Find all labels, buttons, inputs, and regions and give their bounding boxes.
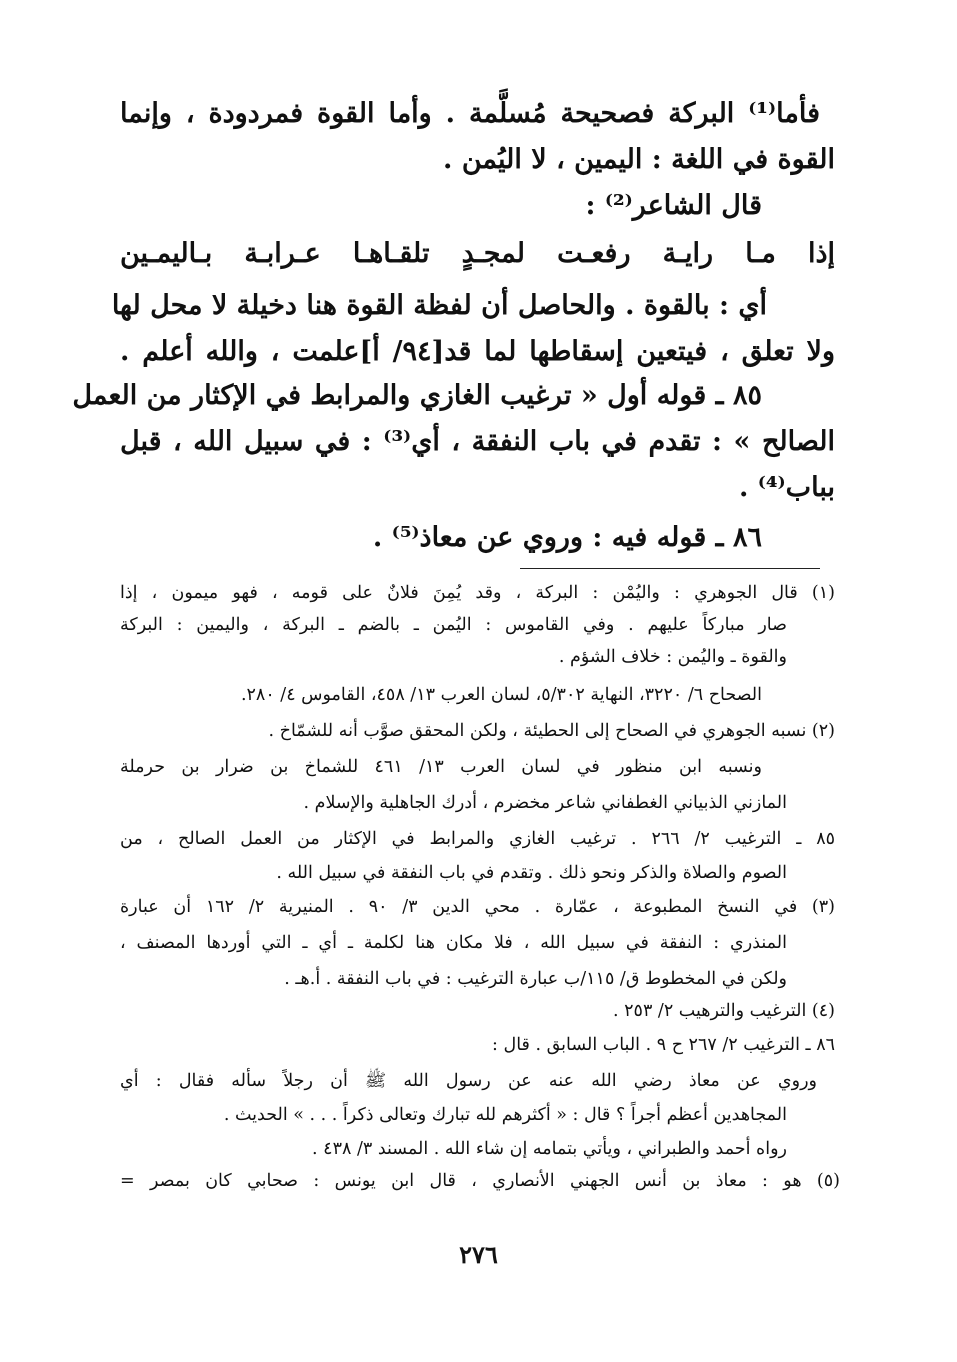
main-text-line: فأما⁽¹⁾ البركة فصحيحة مُسلَّمة . وأما القوة فمردودة ، وإنما <box>120 98 820 129</box>
footnote-line: والقوة ـ واليُمن : خلاف الشؤم . <box>558 647 787 667</box>
footnote-line: المنذري : النفقة في سبيل الله ، فلا مكان هنا لكلمة ـ أي ـ التي أوردها المصنف ، <box>120 933 787 953</box>
page-number: ٢٧٦ <box>459 1240 498 1269</box>
footnote-line: ونسبه ابن منظور في لسان العرب ١٣/ ٤٦١ للشماخ بن ضرار بن حرملة <box>120 757 762 777</box>
footnote-line: (٢) نسبه الجوهري في الصحاح إلى الحطيئة ، ولكن المحقق صوَّب أنه للشمّاخ . <box>268 721 835 741</box>
footnote-line: وروي عن معاذ رضي الله عنه عن رسول الله ﷺ أن رجلاً سأله فقال : أي <box>120 1071 817 1091</box>
footnote-line: الصحاح ٦/ ٣٢٢٠، النهاية ٥/٣٠٢، لسان العرب ١٣/ ٤٥٨، القاموس ٤/ ٢٨٠. <box>240 685 762 705</box>
footnote-line: (٥) هو : معاذ بن أنس الجهني الأنصاري ، قال ابن يونس : صحابي كان بمصر = <box>120 1171 840 1191</box>
footnote-line: المازني الذبياني الغطفاني شاعر مخضرم ، أدرك الجاهلية والإسلام . <box>303 793 787 813</box>
main-text-line: ولا تعلق ، فيتعين إسقاطها لما قد[٩٤/ أ]علمت ، والله أعلم . <box>120 336 835 367</box>
poetry-verse: إذا مـا رايـة رفعـت لمجـدٍ تلقـاهـا عـرابـة بـاليمـين <box>120 238 835 269</box>
footnote-line: ولكن في المخطوط ق/ ١١٥/ب عبارة الترغيب : في باب النفقة . أ.هـ . <box>284 969 787 989</box>
footnote-line: الصوم والصلاة والذكر ونحو ذلك . وتقدم في باب النفقة في سبيل الله . <box>276 863 787 883</box>
footnote-separator <box>520 568 820 569</box>
footnote-line: ٨٥ ـ الترغيب ٢/ ٢٦٦ . ترغيب الغازي والمرابط في الإكثار من العمل الصالح ، من <box>120 829 836 849</box>
main-text-line: الصالح » : تقدم في باب النفقة ، أي⁽³⁾ : في سبيل الله ، قبل <box>120 426 835 457</box>
main-text-line: بباب⁽⁴⁾ . <box>738 472 835 503</box>
footnote-line: ٨٦ ـ الترغيب ٢/ ٢٦٧ ح ٩ . الباب السابق . قال : <box>492 1035 835 1055</box>
main-text-line: ٨٥ ـ قوله أول « ترغيب الغازي والمرابط في الإكثار من العمل <box>72 380 762 411</box>
footnote-line: رواه أحمد والطبراني ، ويأتي بتمامه إن شاء الله . المسند ٣/ ٤٣٨ . <box>312 1139 787 1159</box>
footnote-line: المجاهدين أعظم أجراً ؟ قال : « أكثرهم لله تبارك وتعالى ذكراً . . . » الحديث . <box>223 1105 787 1125</box>
footnote-line: (١) قال الجوهري : واليُمْن : البركة ، وقد يُمِنَ فلانٌ على قومه ، فهو ميمون ، إذا <box>120 583 835 603</box>
main-text-line: قال الشاعر⁽²⁾ : <box>585 190 762 221</box>
main-text-line: أي : بالقوة . والحاصل أن لفظة القوة هنا دخيلة لا محل لها <box>111 290 767 321</box>
footnote-line: صار مباركاً عليهم . وفي القاموس : اليُمن ـ بالضم ـ البركة ، واليمين : البركة <box>120 615 787 635</box>
footnote-line: (٤) الترغيب والترهيب ٢/ ٢٥٣ . <box>613 1001 835 1021</box>
main-text-line: ٨٦ ـ قوله فيه : وروي عن معاذ⁽⁵⁾ . <box>372 522 762 553</box>
footnote-line: (٣) في النسخ المطبوعة ، عمّارة . محي الدين ٣/ ٩٠ . المنيرية ٢/ ١٦٢ أن عبارة <box>120 897 835 917</box>
main-text-line: القوة في اللغة : اليمين ، لا اليُمن . <box>443 144 835 175</box>
